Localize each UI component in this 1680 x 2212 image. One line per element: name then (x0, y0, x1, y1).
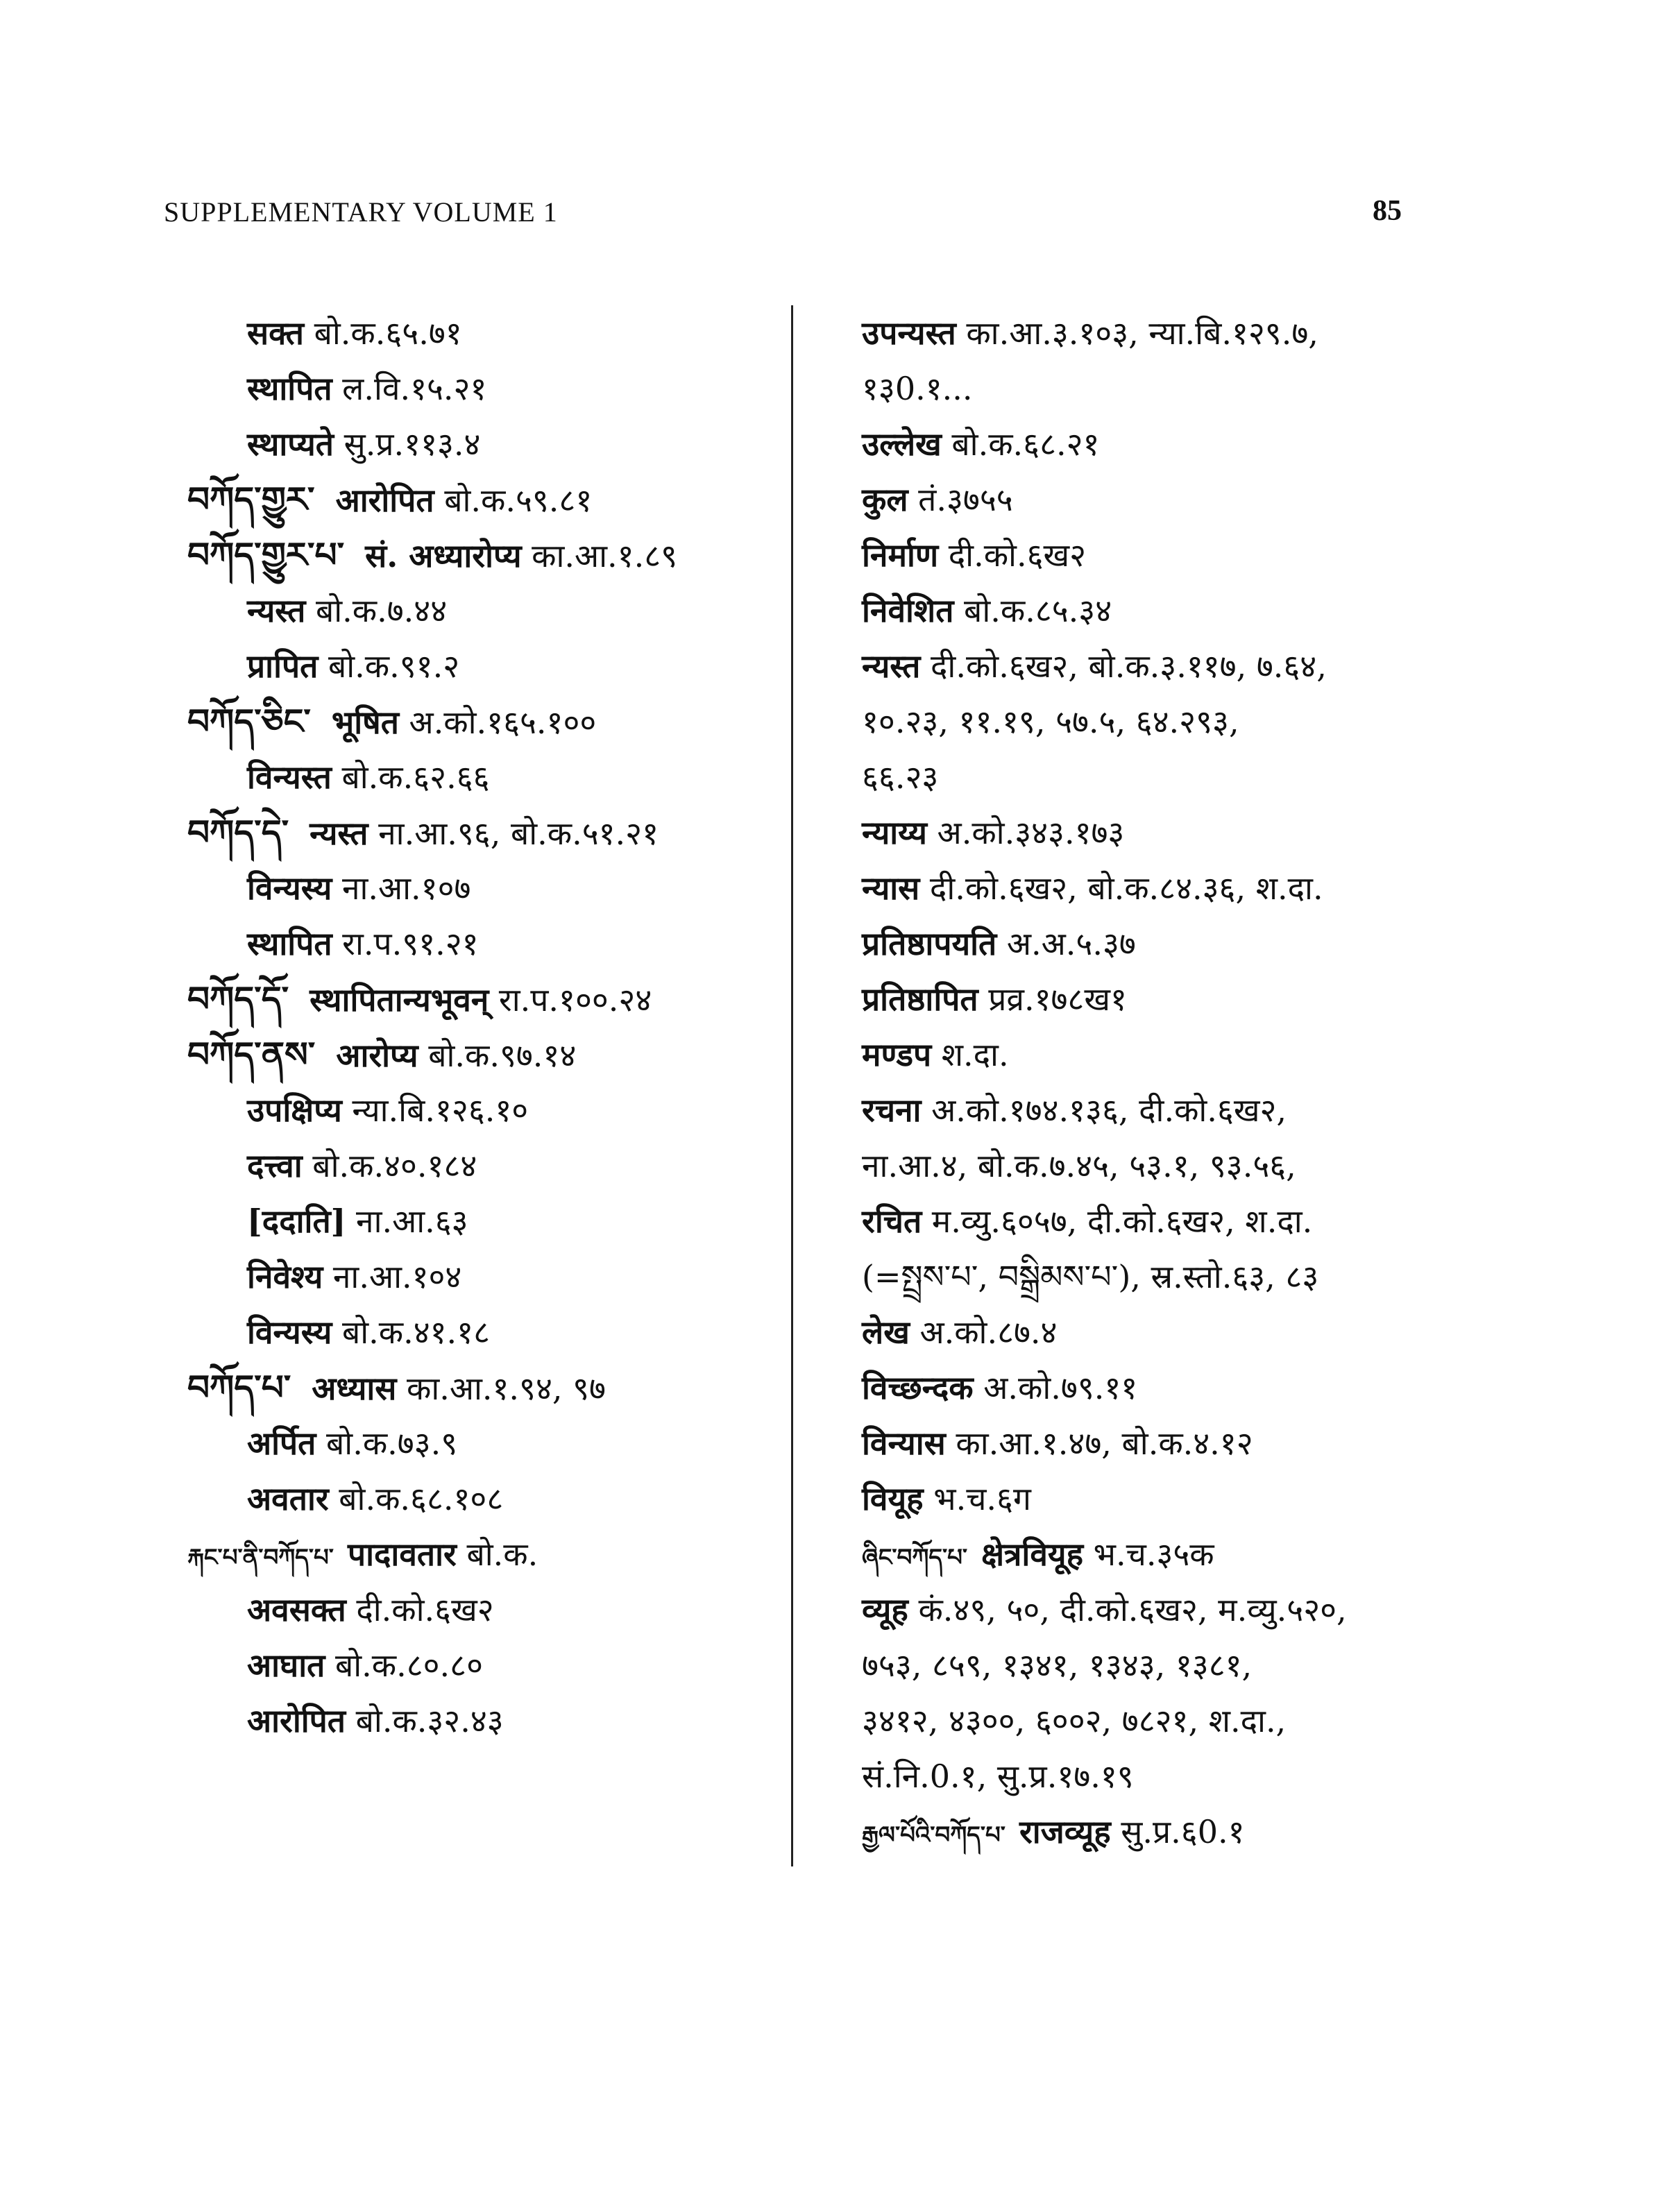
dictionary-entry (187, 361, 784, 416)
dictionary-entry (187, 305, 784, 361)
sanskrit-equivalent: कुल (862, 481, 908, 518)
dictionary-entry (862, 1415, 1486, 1471)
sanskrit-equivalent: न्याय्य (862, 814, 927, 851)
sanskrit-equivalent: सं. अध्यारोप्य (365, 537, 522, 575)
dictionary-entry (187, 1027, 784, 1082)
sanskrit-equivalent: न्यस्त (862, 647, 921, 685)
page-number: 85 (1373, 195, 1402, 227)
source-reference: सु.प्र.११३.४ (334, 425, 481, 463)
source-reference: बो.क.७.४४ (305, 592, 448, 629)
source-reference: ६६.२३ (862, 758, 939, 796)
dictionary-entry (187, 583, 784, 638)
sanskrit-equivalent: स्थापित (247, 370, 332, 407)
dictionary-entry (862, 1749, 1486, 1804)
dictionary-entry (862, 1693, 1486, 1749)
source-reference: ना.आ.१०४ (323, 1258, 462, 1295)
running-title: SUPPLEMENTARY VOLUME 1 (164, 196, 558, 228)
dictionary-entry (862, 1471, 1486, 1526)
sanskrit-equivalent: दत्त्वा (247, 1147, 303, 1184)
source-reference: बो.क.४०.१८४ (302, 1147, 477, 1184)
source-reference: अ.को.१६५.१०० (398, 704, 597, 741)
sanskrit-equivalent: प्रतिष्ठापित (862, 980, 978, 1018)
sanskrit-equivalent: आरोप्य (336, 1037, 418, 1074)
source-reference: बो.क.६२.६६ (331, 758, 490, 796)
source-reference: रा.प.१००.२४ (489, 981, 652, 1019)
tibetan-headword: བཀོད་གྱུར་ (187, 479, 315, 520)
dictionary-entry (862, 1360, 1486, 1415)
dictionary-entry (862, 1138, 1486, 1193)
source-reference: प्रव्र.१७८ख१ (978, 980, 1127, 1018)
source-reference: ना.आ.४, बो.क.७.४५, ५३.१, ९३.५६, (862, 1147, 1296, 1184)
source-reference: सं.नि.0.१, सु.प्र.१७.१९ (862, 1758, 1134, 1795)
sanskrit-equivalent: [ददाति] (247, 1202, 346, 1240)
source-reference: बो.क.८०.८० (325, 1647, 484, 1684)
sanskrit-equivalent: विन्यास (862, 1424, 946, 1462)
dictionary-entry (187, 749, 784, 805)
source-reference: ३४१२, ४३००, ६००२, ७८२१, श.दा., (862, 1702, 1287, 1739)
dictionary-entry (862, 1027, 1486, 1082)
source-reference: बो.क. (456, 1535, 538, 1573)
sanskrit-equivalent: स्थापितान्यभूवन् (309, 981, 489, 1019)
source-reference: बो.क.७३.९ (316, 1424, 458, 1462)
sanskrit-equivalent: रचित (862, 1202, 922, 1240)
dictionary-entry (862, 971, 1486, 1027)
tibetan-headword: བཀོད་ཅིང་ (187, 701, 311, 742)
dictionary-entry (862, 1249, 1486, 1304)
source-reference: बो.क.६८.२१ (941, 425, 1100, 463)
source-reference: ल.वि.१५.२१ (332, 370, 487, 407)
dictionary-entry (187, 472, 784, 527)
dictionary-entry (862, 1526, 1486, 1582)
source-reference: भ.च.३५क (1083, 1535, 1214, 1573)
source-reference: अ.अ.५.३७ (996, 925, 1136, 962)
source-reference: बो.क.५९.८१ (434, 482, 593, 519)
sanskrit-equivalent: भूषित (331, 704, 399, 741)
source-reference: रा.प.९१.२१ (332, 925, 479, 962)
dictionary-entry (862, 472, 1486, 527)
dictionary-entry (187, 1082, 784, 1138)
dictionary-entry (862, 860, 1486, 916)
dictionary-entry (187, 1304, 784, 1360)
sanskrit-equivalent: न्यास (862, 869, 920, 907)
source-reference: बो.क.९१.२ (318, 647, 460, 685)
dictionary-entry (862, 416, 1486, 472)
dictionary-entry (862, 1304, 1486, 1360)
source-reference: बो.क.४१.१८ (332, 1313, 491, 1351)
sanskrit-equivalent: प्रापित (247, 647, 319, 685)
sanskrit-equivalent: रचना (862, 1091, 922, 1129)
tibetan-headword: བཀོད་དེ་ (187, 812, 289, 853)
source-reference: कं.४९, ५०, दी.को.६ख२, म.व्यु.५२०, (908, 1591, 1347, 1628)
source-reference: दी.को.६ख२ (346, 1591, 494, 1628)
dictionary-entry (187, 971, 784, 1027)
source-reference: बो.क.९७.१४ (418, 1037, 577, 1074)
sanskrit-equivalent: लेख (862, 1313, 910, 1351)
tibetan-headword: ཞིང་བཀོད་པ་ (862, 1544, 968, 1572)
source-reference: बो.क.६८.१०८ (328, 1480, 504, 1517)
dictionary-entry (862, 749, 1486, 805)
sanskrit-equivalent: विन्यस्त (247, 758, 332, 796)
dictionary-entry (862, 638, 1486, 694)
dictionary-entry (187, 1582, 784, 1637)
dictionary-entry (862, 305, 1486, 361)
dictionary-entry (862, 694, 1486, 749)
source-reference: अ.को.३४३.१७३ (926, 814, 1125, 851)
sanskrit-equivalent: उपक्षिप्य (247, 1091, 342, 1129)
sanskrit-equivalent: विच्छन्दक (862, 1369, 974, 1406)
sanskrit-equivalent: अवतार (247, 1480, 329, 1517)
source-reference: का.आ.३.१०३, न्या.बि.१२९.७, (956, 314, 1318, 352)
sanskrit-equivalent: न्यस्त (247, 592, 306, 629)
sanskrit-equivalent: अध्यास (312, 1370, 397, 1407)
dictionary-entry (187, 1415, 784, 1471)
sanskrit-equivalent: राजव्यूह (1019, 1813, 1111, 1851)
sanskrit-equivalent: आरोपित (335, 482, 434, 519)
source-reference: बो.क.६५.७१ (303, 314, 462, 352)
source-reference: तं.३७५५ (908, 481, 1013, 518)
source-reference: दी.को.६ख२, बो.क.३.११७, ७.६४, (920, 647, 1327, 685)
dictionary-entry (862, 583, 1486, 638)
dictionary-entry (187, 527, 784, 583)
sanskrit-equivalent: पादावतार (347, 1535, 457, 1573)
sanskrit-equivalent: न्यस्त (309, 815, 368, 852)
sanskrit-equivalent: अवसक्त (247, 1591, 346, 1628)
source-reference: १३0.१... (862, 370, 973, 407)
source-reference: ना.आ.९६, बो.क.५१.२१ (368, 815, 659, 852)
source-reference: का.आ.१.९४, ९७ (396, 1370, 606, 1407)
source-reference: म.व्यु.६०५७, दी.को.६ख२, श.दा. (922, 1202, 1313, 1240)
sanskrit-equivalent: व्यूह (862, 1591, 908, 1628)
source-reference: का.आ.१.४७, बो.क.४.१२ (945, 1424, 1253, 1462)
dictionary-entry (187, 805, 784, 860)
dictionary-entry (187, 1693, 784, 1749)
source-reference: सु.प्र.६0.१ (1110, 1813, 1245, 1851)
sanskrit-equivalent: मण्डप (862, 1036, 932, 1073)
tibetan-headword: རྐང་པ་ནི་བཀོད་པ་ (187, 1544, 334, 1572)
sanskrit-equivalent: अर्पित (247, 1424, 316, 1462)
source-reference: बो.क.८५.३४ (953, 592, 1112, 629)
sanskrit-equivalent: निवेशित (862, 592, 954, 629)
dictionary-entry (862, 916, 1486, 971)
dictionary-entry (187, 860, 784, 916)
dictionary-entry (862, 1082, 1486, 1138)
sanskrit-equivalent: आघात (247, 1647, 325, 1684)
source-reference: १०.२३, ११.१९, ५७.५, ६४.२९३, (862, 703, 1239, 740)
left-column (187, 305, 784, 1749)
dictionary-entry (862, 1804, 1486, 1860)
tibetan-headword: བཀོད་ནས་ (187, 1034, 316, 1075)
dictionary-entry (187, 1193, 784, 1249)
tibetan-headword: བཀོད་གྱུར་པ་ (187, 534, 345, 575)
source-reference: दी.को.६ख२ (938, 536, 1087, 574)
tibetan-headword: བཀོད་དོ་ (187, 978, 289, 1019)
sanskrit-equivalent: विन्यस्य (247, 869, 332, 907)
sanskrit-equivalent: निवेश्य (247, 1258, 323, 1295)
dictionary-entry (862, 805, 1486, 860)
source-reference: श.दा. (931, 1036, 1009, 1073)
dictionary-entry (187, 1526, 784, 1582)
dictionary-entry (187, 638, 784, 694)
tibetan-headword: བཀོད་པ་ (187, 1367, 291, 1408)
source-reference: ना.आ.१०७ (332, 869, 471, 907)
source-reference: न्या.बि.१२६.१० (341, 1091, 529, 1129)
source-reference: बो.क.३२.४३ (346, 1702, 504, 1739)
dictionary-entry (187, 1249, 784, 1304)
sanskrit-equivalent: स्थापित (247, 925, 332, 962)
sanskrit-equivalent: उल्लेख (862, 425, 942, 463)
dictionary-entry (862, 361, 1486, 416)
dictionary-entry (187, 416, 784, 472)
source-reference: का.आ.१.८९ (521, 537, 678, 575)
sanskrit-equivalent: सक्त (247, 314, 304, 352)
sanskrit-equivalent: क्षेत्रवियूह (981, 1535, 1084, 1573)
sanskrit-equivalent: वियूह (862, 1480, 924, 1517)
source-reference: (=སྤྲས་པ་, བསྒྲིམས་པ་), स्र.स्तो.६३, ८३ (862, 1258, 1319, 1295)
sanskrit-equivalent: आरोपित (247, 1702, 346, 1739)
sanskrit-equivalent: स्थाप्यते (247, 425, 334, 463)
source-reference: ना.आ.६३ (346, 1202, 468, 1240)
source-reference: अ.को.७९.११ (973, 1369, 1138, 1406)
source-reference: भ.च.६ग (923, 1480, 1031, 1517)
dictionary-entry (862, 1193, 1486, 1249)
sanskrit-equivalent: प्रतिष्ठापयति (862, 925, 997, 962)
dictionary-entry (862, 527, 1486, 583)
sanskrit-equivalent: निर्माण (862, 536, 939, 574)
source-reference: दी.को.६ख२, बो.क.८४.३६, श.दा. (919, 869, 1323, 907)
source-reference: ७५३, ८५९, १३४१, १३४३, १३८१, (862, 1647, 1253, 1684)
dictionary-entry (187, 916, 784, 971)
source-reference: अ.को.१७४.१३६, दी.को.६ख२, (921, 1091, 1287, 1129)
dictionary-entry (862, 1582, 1486, 1637)
source-reference: अ.को.८७.४ (909, 1313, 1058, 1351)
dictionary-entry (187, 1471, 784, 1526)
dictionary-entry (187, 1637, 784, 1693)
dictionary-entry (187, 694, 784, 749)
sanskrit-equivalent: उपन्यस्त (862, 314, 956, 352)
tibetan-headword: རྒྱལ་པོའི་བཀོད་པ་ (862, 1821, 1006, 1849)
sanskrit-equivalent: विन्यस्य (247, 1313, 332, 1351)
column-divider (791, 305, 793, 1866)
dictionary-entry (187, 1138, 784, 1193)
dictionary-entry (187, 1360, 784, 1415)
right-column (862, 305, 1486, 1860)
dictionary-entry (862, 1637, 1486, 1693)
